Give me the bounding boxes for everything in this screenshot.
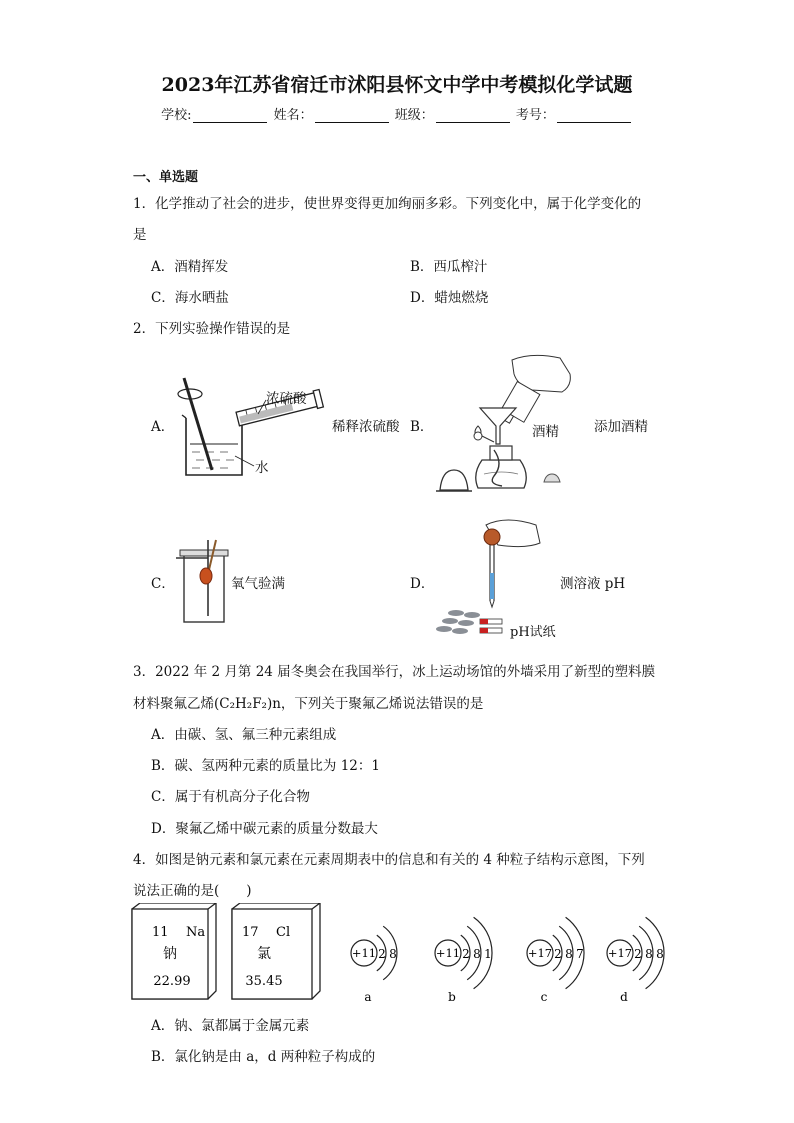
q2-c-caption: 氧气验满 — [231, 576, 285, 592]
electron-count: 8 — [656, 947, 664, 961]
q3-option-d[interactable]: D．聚氟乙烯中碳元素的质量分数最大 — [151, 821, 378, 837]
q3-stem-line1: 3．2022 年 2 月第 24 届冬奥会在我国举行，冰上运动场馆的外墙采用了新型的塑料膜 — [133, 664, 656, 680]
electron-count: 2 — [634, 947, 642, 961]
q2-option-a-label[interactable]: A． — [151, 419, 175, 435]
particle-label: b — [448, 990, 456, 1004]
cl-name: 氯 — [257, 946, 271, 962]
q4-stem-line2: 说法正确的是( ) — [133, 883, 252, 899]
electron-count: 8 — [565, 947, 573, 961]
particle-diagram-b — [435, 917, 492, 1004]
student-info-line — [0, 104, 794, 123]
particle-label: c — [540, 990, 548, 1004]
particle-label: d — [620, 990, 628, 1004]
nucleus-charge: +11 — [351, 946, 377, 960]
electron-count: 1 — [484, 947, 492, 961]
na-mass: 22.99 — [153, 974, 191, 989]
na-number: 11 — [152, 925, 169, 940]
q1-option-d[interactable]: D．蜡烛燃烧 — [410, 290, 489, 306]
q2-a-caption: 稀释浓硫酸 — [332, 419, 400, 435]
q4-stem-line1: 4．如图是钠元素和氯元素在元素周期表中的信息和有关的 4 种粒子结构示意图，下列 — [133, 852, 645, 868]
nucleus-charge: +17 — [527, 946, 553, 960]
particle-diagram-d — [607, 917, 664, 1004]
section-heading: 一、单选题 — [133, 170, 199, 185]
q2-a-acid-label: 浓硫酸 — [266, 391, 307, 407]
q2-b-caption: 添加酒精 — [594, 419, 648, 435]
q2-a-water-label: 水 — [255, 460, 269, 476]
nucleus-charge: +17 — [607, 946, 633, 960]
cl-symbol: Cl — [276, 925, 291, 940]
cl-mass: 35.45 — [245, 974, 283, 989]
electron-count: 8 — [389, 947, 397, 961]
dilute-acid-illustration — [172, 370, 332, 480]
particle-label: a — [364, 990, 372, 1004]
name-label: 姓名： — [273, 108, 313, 123]
chlorine-element-card — [232, 903, 320, 999]
q2-d-paper-label: pH试纸 — [510, 625, 556, 640]
q2-option-d-label[interactable]: D． — [410, 576, 435, 592]
q2-option-c-label[interactable]: C． — [151, 576, 175, 592]
page-title: 2023年江苏省宿迁市沭阳县怀文中学中考模拟化学试题 — [161, 74, 633, 96]
q1-stem-line2: 是 — [133, 227, 147, 243]
q3-option-a[interactable]: A．由碳、氢、氟三种元素组成 — [151, 727, 337, 743]
q2-option-b-label[interactable]: B． — [410, 419, 434, 435]
q4-option-b[interactable]: B．氯化钠是由 a，d 两种粒子构成的 — [151, 1049, 376, 1065]
particle-diagram-c — [527, 917, 584, 1004]
q2-b-alcohol-label: 酒精 — [532, 424, 559, 440]
school-blank[interactable] — [193, 110, 267, 123]
electron-count: 2 — [554, 947, 562, 961]
q4-option-a[interactable]: A．钠、氯都属于金属元素 — [151, 1018, 310, 1034]
particle-diagram-a — [351, 926, 397, 1004]
name-blank[interactable] — [315, 110, 389, 123]
na-symbol: Na — [186, 925, 206, 940]
q1-option-a[interactable]: A．酒精挥发 — [151, 259, 229, 275]
exam-no-label: 考号： — [515, 108, 555, 123]
class-label: 班级： — [394, 108, 434, 123]
q1-stem-line1: 1．化学推动了社会的进步，使世界变得更加绚丽多彩。下列变化中，属于化学变化的 — [133, 196, 642, 212]
school-label: 学校: — [161, 108, 192, 123]
q4-element-diagram — [130, 903, 670, 1007]
q2-stem: 2．下列实验操作错误的是 — [133, 321, 291, 337]
oxygen-test-illustration — [172, 536, 232, 626]
q3-stem-line2: 材料聚氟乙烯(C₂H₂F₂)n，下列关于聚氟乙烯说法错误的是 — [133, 696, 484, 712]
electron-count: 8 — [473, 947, 481, 961]
na-name: 钠 — [163, 946, 177, 962]
electron-count: 2 — [462, 947, 470, 961]
sodium-element-card — [132, 903, 216, 999]
class-blank[interactable] — [436, 110, 510, 123]
q1-option-b[interactable]: B．西瓜榨汁 — [410, 259, 488, 275]
q2-d-caption: 测溶液 pH — [560, 576, 626, 592]
q3-option-b[interactable]: B．碳、氢两种元素的质量比为 12：1 — [151, 758, 380, 774]
exam-no-blank[interactable] — [557, 110, 631, 123]
electron-count: 2 — [378, 947, 386, 961]
q3-option-c[interactable]: C．属于有机高分子化合物 — [151, 789, 310, 805]
electron-count: 8 — [645, 947, 653, 961]
electron-count: 7 — [576, 947, 584, 961]
add-alcohol-illustration — [432, 352, 582, 500]
nucleus-charge: +11 — [435, 946, 461, 960]
cl-number: 17 — [242, 925, 259, 940]
q1-option-c[interactable]: C．海水晒盐 — [151, 290, 229, 306]
